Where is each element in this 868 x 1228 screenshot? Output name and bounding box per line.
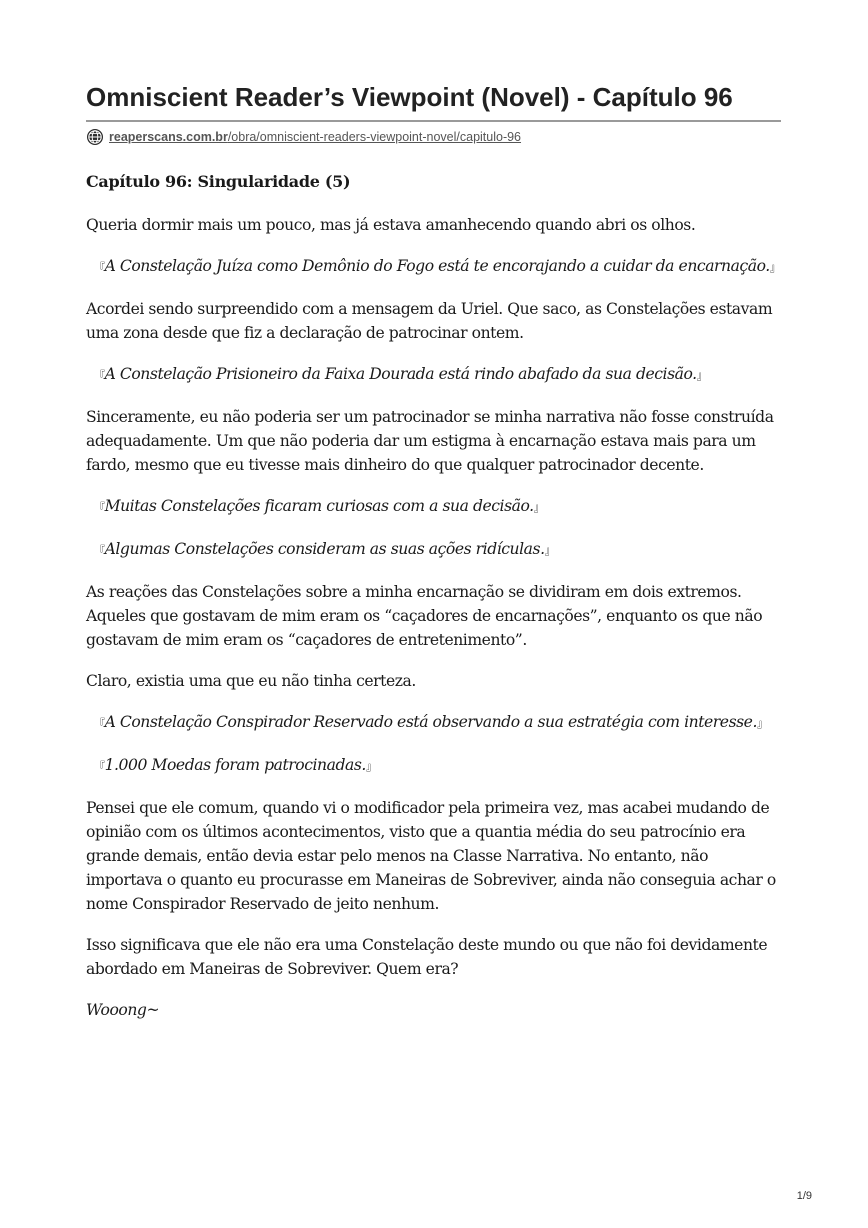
message-text: Muitas Constelações ficaram curiosas com a sua decisão. [104, 497, 534, 515]
paragraph: Sinceramente, eu não poderia ser um patrocinador se minha narrativa não fosse construída adequadamente. Um que não poderia dar um estigma à encarnação estava mais para um fardo, mesmo que eu tivesse mais dinheiro do que qualquer patrocinador decente. [86, 408, 774, 474]
message-text: A Constelação Juíza como Demônio do Fogo está te encorajando a cuidar da encarnação. [104, 257, 770, 275]
message-close-bracket: 』 [544, 544, 556, 557]
message-text: A Constelação Prisioneiro da Faixa Dourada está rindo abafado da sua decisão. [104, 365, 697, 383]
chapter-content [86, 168, 786, 1039]
source-link-row [86, 127, 521, 147]
paragraph: Acordei sendo surpreendido com a mensagem da Uriel. Que saco, as Constelações estavam uma zona desde que fiz a declaração de patrocinar ontem. [86, 300, 773, 342]
page-number: 1/9 [796, 1190, 812, 1202]
message-open-bracket: 『 [94, 369, 105, 382]
message-open-bracket: 『 [94, 501, 105, 514]
system-message [86, 362, 786, 388]
page-title: Omniscient Reader’s Viewpoint (Novel) - Capítulo 96 [86, 82, 733, 112]
message-open-bracket: 『 [94, 544, 105, 557]
paragraph: Claro, existia uma que eu não tinha certeza. [86, 672, 416, 690]
system-message [86, 254, 786, 280]
message-close-bracket: 』 [696, 369, 708, 382]
source-domain: reaperscans.com.br [109, 130, 228, 144]
message-open-bracket: 『 [94, 717, 105, 730]
message-text: 1.000 Moedas foram patrocinadas. [104, 756, 366, 774]
paragraph: As reações das Constelações sobre a minha encarnação se dividiram em dois extremos. Aqueles que gostavam de mim eram os “caçadores de encarnações”, enquanto os que não gostavam de mim eram os “caçadores de entretenimento”. [86, 583, 763, 649]
paragraph: Pensei que ele comum, quando vi o modificador pela primeira vez, mas acabei mudando de opinião com os últimos acontecimentos, visto que a quantia média do seu patrocínio era grande demais, então devia estar pelo menos na Classe Narrativa. No entanto, não importava o quanto eu procurasse em Maneiras de Sobreviver, ainda não conseguia achar o nome Conspirador Reservado de jeito nenhum. [86, 799, 776, 913]
message-close-bracket: 』 [756, 717, 768, 730]
source-path: /obra/omniscient-readers-viewpoint-novel/capitulo-96 [227, 130, 522, 144]
system-message [86, 710, 786, 736]
italic-paragraph: Wooong~ [86, 1001, 160, 1019]
message-text: A Constelação Conspirador Reservado está observando a sua estratégia com interesse. [104, 713, 757, 731]
chapter-heading: Capítulo 96: Singularidade (5) [86, 172, 351, 191]
source-link[interactable] [109, 130, 521, 144]
message-open-bracket: 『 [94, 261, 105, 274]
title-divider [86, 120, 781, 122]
paragraph: Isso significava que ele não era uma Constelação deste mundo ou que não foi devidamente abordado em Maneiras de Sobreviver. Quem era? [86, 936, 768, 978]
globe-icon [86, 128, 104, 146]
message-open-bracket: 『 [94, 760, 105, 773]
message-close-bracket: 』 [769, 261, 781, 274]
system-message [86, 494, 786, 520]
system-message [86, 753, 786, 779]
message-close-bracket: 』 [365, 760, 377, 773]
message-text: Algumas Constelações consideram as suas ações ridículas. [104, 540, 545, 558]
paragraph-list [86, 213, 786, 1022]
paragraph: Queria dormir mais um pouco, mas já estava amanhecendo quando abri os olhos. [86, 216, 696, 234]
system-message [86, 537, 786, 563]
message-close-bracket: 』 [533, 501, 545, 514]
